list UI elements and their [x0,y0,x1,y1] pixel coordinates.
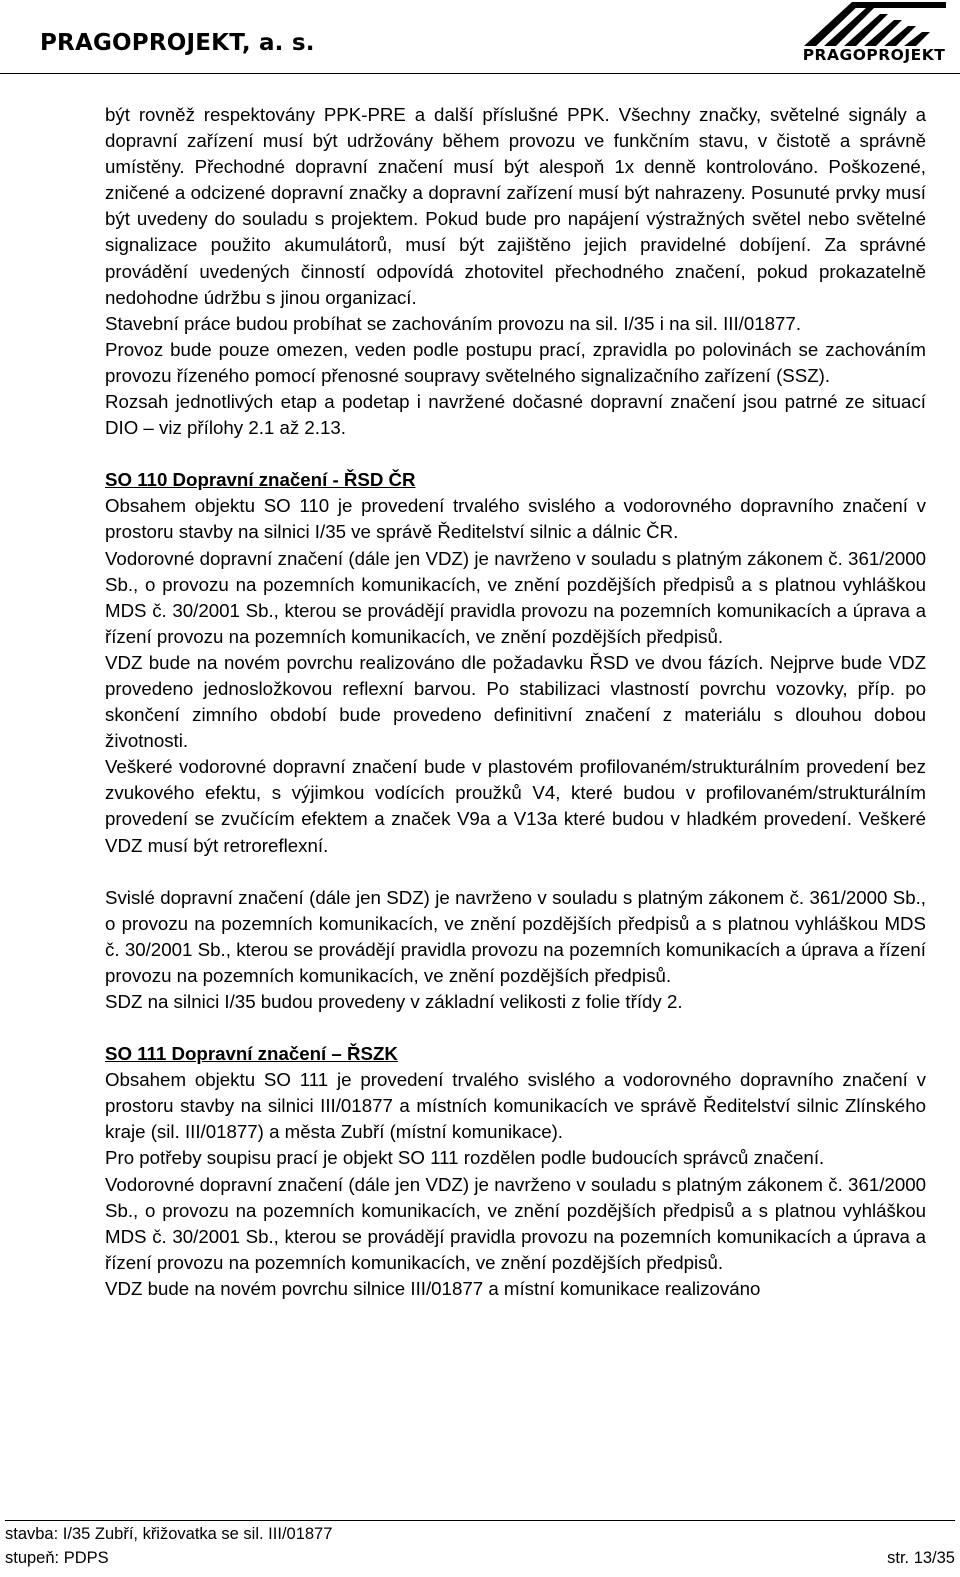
header-divider [0,73,960,74]
pragoprojekt-logo [796,2,952,68]
spacer [105,1015,926,1041]
company-name: PRAGOPROJEKT, a. s. [40,30,315,56]
paragraph: Veškeré vodorovné dopravní značení bude v plastovém profilovaném/strukturálním provedení bez zvukového efektu, s výjimkou vodících proužků V4, které budou v profilovaném/strukturálním provedení se zvučícím efektem a značek V9a a V13a které budou v hladkém provedení. Veškeré VDZ musí být retroreflexní. [105,756,926,856]
paragraph: Provoz bude pouze omezen, veden podle postupu prací, zpravidla po polovinách se zachováním provozu řízeného pomocí přenosné soupravy světelného signalizačního zařízení (SSZ). [105,338,926,386]
section-heading-so111: SO 111 Dopravní značení – ŘSZK [105,1043,398,1065]
paragraph: Obsahem objektu SO 111 je provedení trvalého svislého a vodorovného dopravního značení v prostoru stavby na silnici III/01877 a místních komunikacích ve správě Ředitelství silnic Zlínského kraje (sil. III/01877) a města Zubří (místní komunikace). [105,1069,926,1143]
spacer [105,859,926,885]
footer-stupen: stupeň: PDPS [5,1549,109,1567]
paragraph: Stavební práce budou probíhat se zachováním provozu na sil. I/35 i na sil. III/01877. [105,312,802,334]
logo-mark-icon [796,2,952,48]
paragraph: Svislé dopravní značení (dále jen SDZ) je navrženo v souladu s platným zákonem č. 361/2000 Sb., o provozu na pozemních komunikacích, ve znění pozdějších předpisů a s platnou vyhláškou MDS č. 30/2001 Sb., kterou se provádějí pravidla provozu na pozemních komunikacích a úprava a řízení provozu na pozemních komunikacích, ve znění pozdějších předpisů. [105,886,926,986]
paragraph: být rovněž respektovány PPK-PRE a další příslušné PPK. Všechny značky, světelné signály a dopravní zařízení musí být udržovány během provozu ve funkčním stavu, v čistotě a správně umístěny. Přechodné dopravní značení musí být alespoň 1x denně kontrolováno. Poškozené, zničené a odcizené dopravní značky a dopravní zařízení musí být nahrazeny. Posunuté prvky musí být uvedeny do souladu s projektem. Pokud bude pro napájení výstražných světel nebo světelné signalizace použito akumulátorů, musí být zajištěno jejich pravidelné dobíjení. Za správné provádění uvedených činností odpovídá zhotovitel přechodného značení, pokud prokazatelně nedohodne údržbu s jinou organizací. [105,104,926,308]
paragraph: Obsahem objektu SO 110 je provedení trvalého svislého a vodorovného dopravního značení v prostoru stavby na silnici I/35 ve správě Ředitelství silnic a dálnic ČR. [105,495,926,543]
spacer [105,441,926,467]
paragraph: Vodorovné dopravní značení (dále jen VDZ) je navrženo v souladu s platným zákonem č. 361/2000 Sb., o provozu na pozemních komunikacích, ve znění pozdějších předpisů a s platnou vyhláškou MDS č. 30/2001 Sb., kterou se provádějí pravidla provozu na pozemních komunikacích a úprava a řízení provozu na pozemních komunikacích, ve znění pozdějších předpisů. [105,1173,926,1273]
section-heading-so110: SO 110 Dopravní značení - ŘSD ČR [105,469,416,491]
page-number: str. 13/35 [887,1549,955,1567]
logo-text: PRAGOPROJEKT [802,46,946,64]
paragraph: Vodorovné dopravní značení (dále jen VDZ) je navrženo v souladu s platným zákonem č. 361/2000 Sb., o provozu na pozemních komunikacích, ve znění pozdějších předpisů a s platnou vyhláškou MDS č. 30/2001 Sb., kterou se provádějí pravidla provozu na pozemních komunikacích a úprava a řízení provozu na pozemních komunikacích, ve znění pozdějších předpisů. [105,547,926,647]
page-footer [5,1520,955,1577]
footer-divider [5,1520,955,1521]
footer-stavba: stavba: I/35 Zubří, křižovatka se sil. III/01877 [5,1525,333,1543]
paragraph: Pro potřeby soupisu prací je objekt SO 111 rozdělen podle budoucích správců značení. [105,1147,825,1169]
paragraph: Rozsah jednotlivých etap a podetap i navržené dočasné dopravní značení jsou patrné ze situací DIO – viz přílohy 2.1 až 2.13. [105,391,926,439]
paragraph: SDZ na silnici I/35 budou provedeny v základní velikosti z folie třídy 2. [105,991,683,1012]
paragraph: VDZ bude na novém povrchu realizováno dle požadavku ŘSD ve dvou fázích. Nejprve bude VDZ provedeno jednosložkovou reflexní barvou. Po stabilizaci vlastností povrchu vozovky, příp. po skončení zimního období bude provedeno definitivní značení z materiálu s dlouhou dobou životnosti. [105,651,926,752]
document-body [105,102,926,1302]
page-header [0,0,960,76]
paragraph: VDZ bude na novém povrchu silnice III/01877 a místní komunikace realizováno [105,1277,761,1299]
